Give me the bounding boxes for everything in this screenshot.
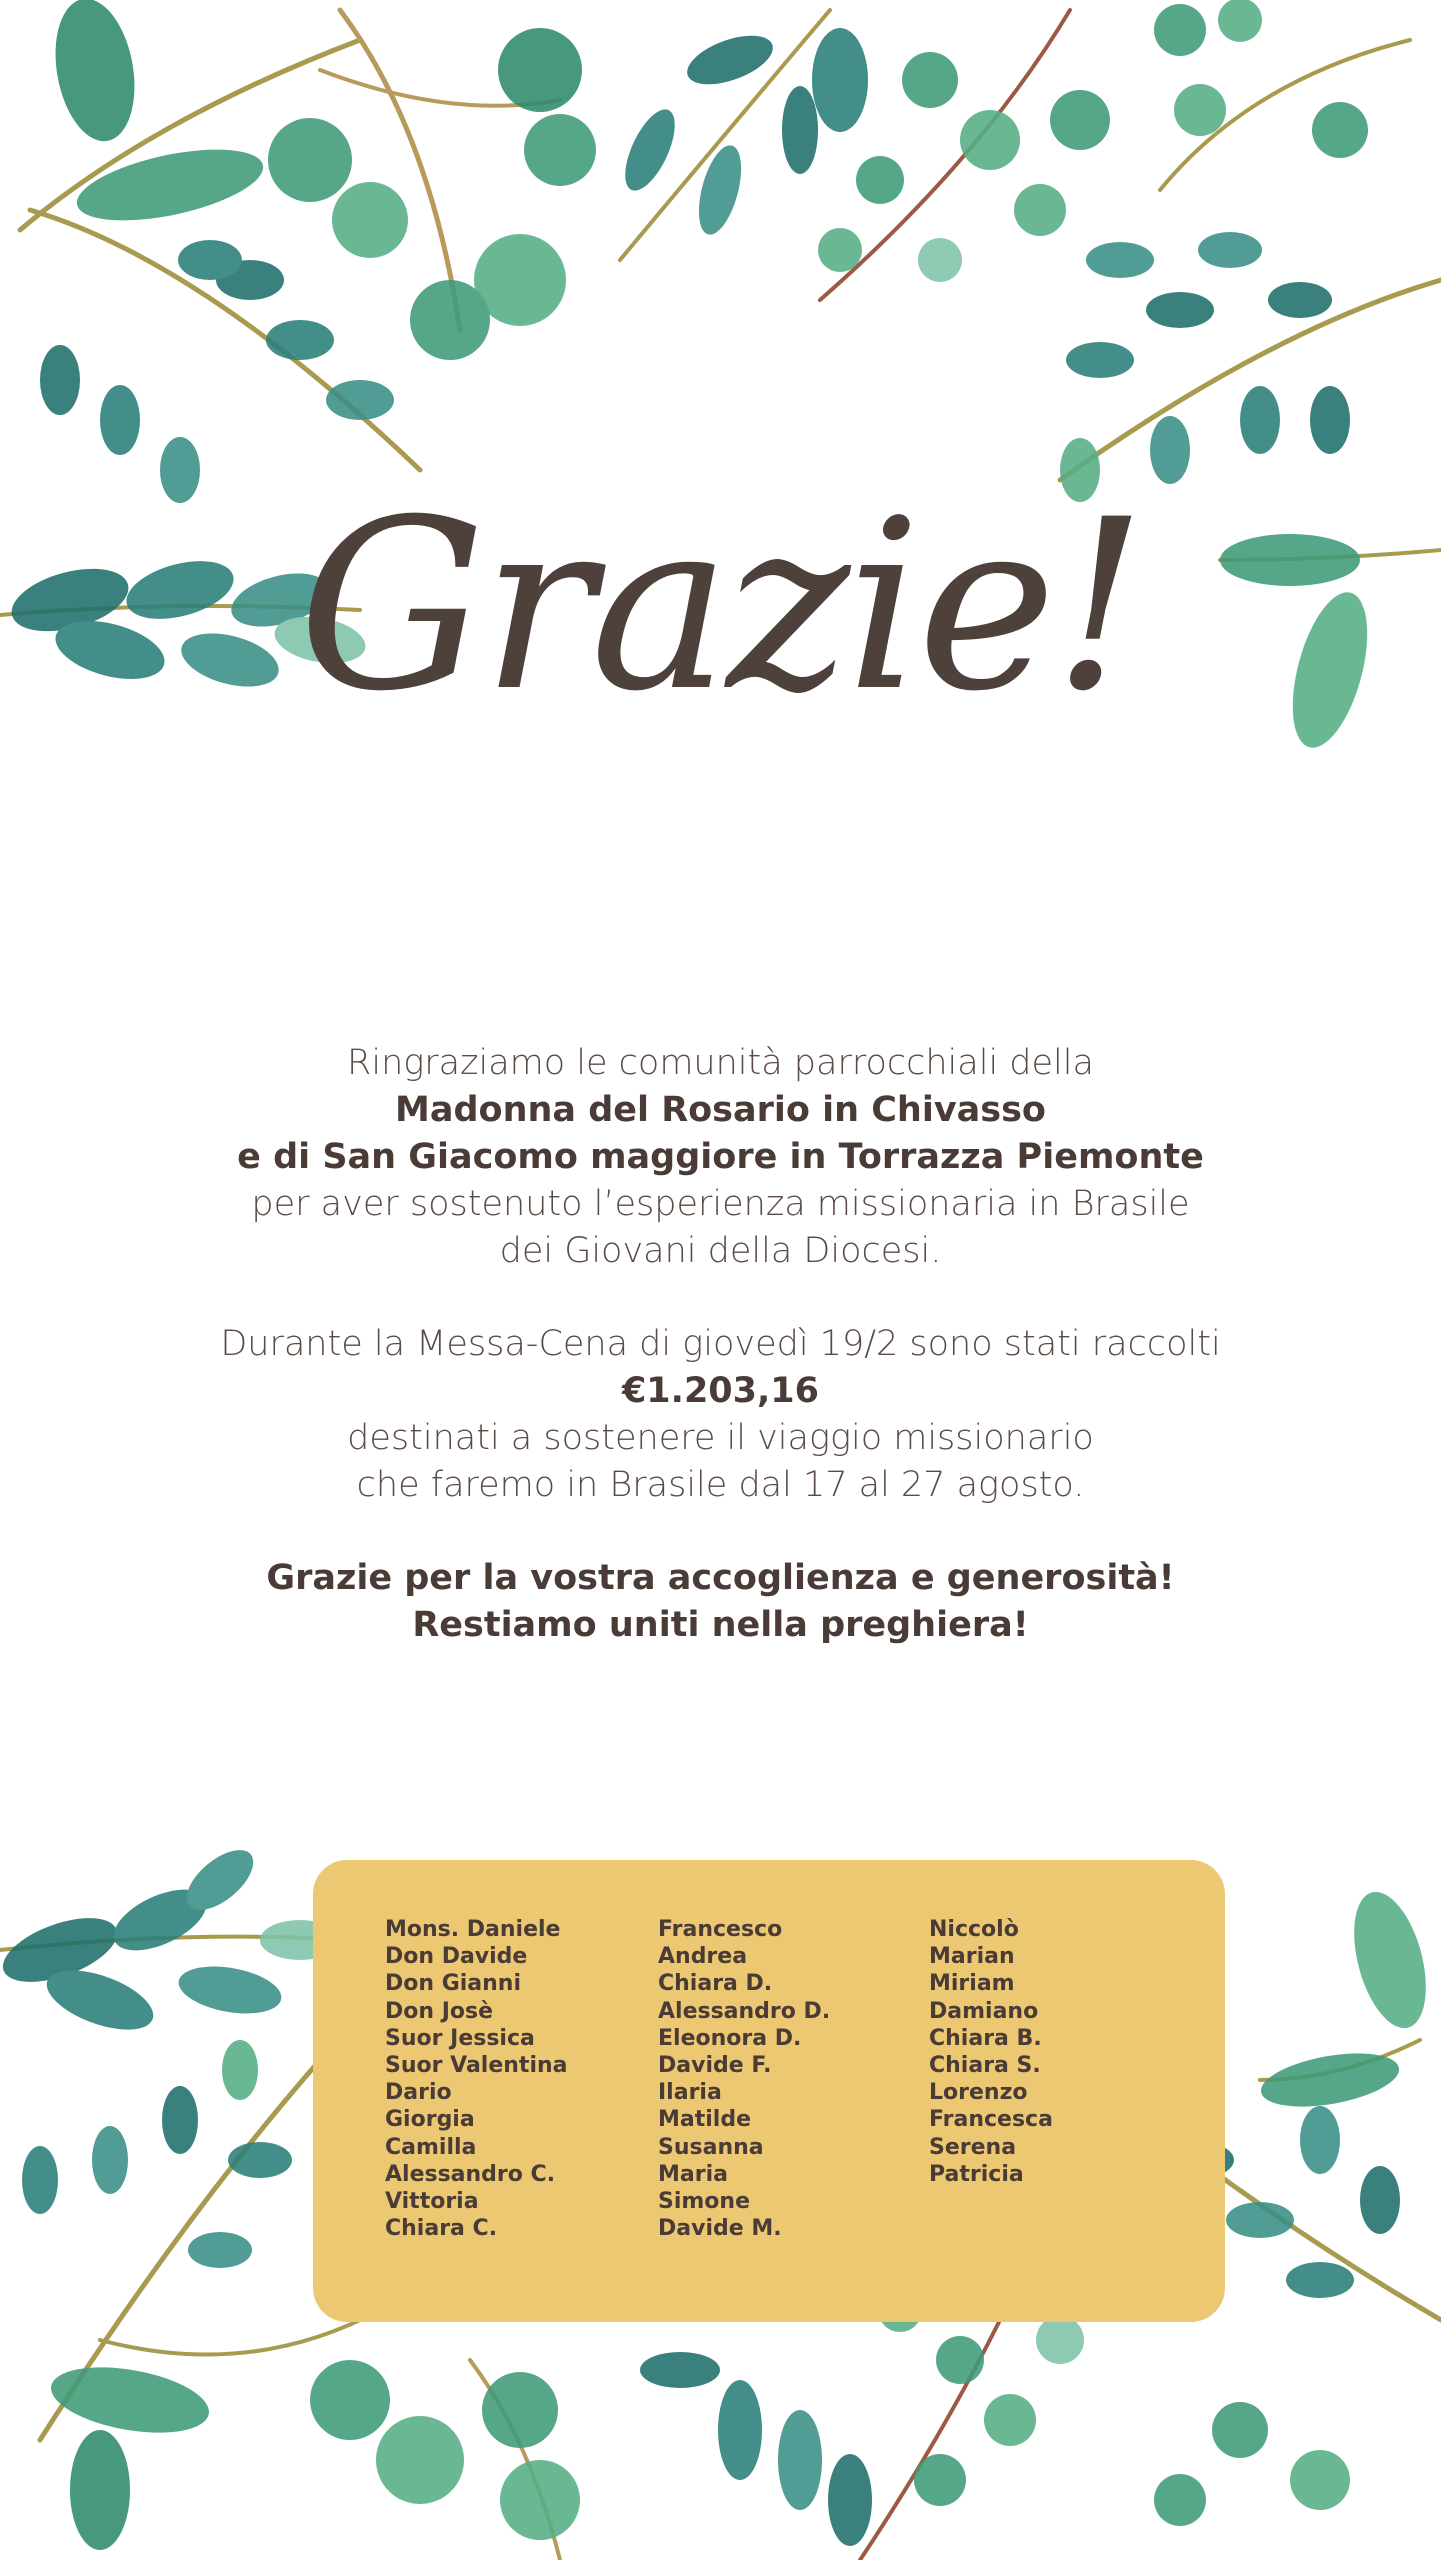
message-line: per aver sostenuto l’esperienza missionaria in Brasile [251, 1184, 1190, 1224]
name-item: Susanna [658, 2134, 764, 2160]
names-column-2 [658, 1916, 830, 2242]
name-item: Ilaria [658, 2080, 722, 2106]
name-item: Chiara C. [385, 2216, 498, 2242]
names-card [313, 1860, 1225, 2322]
message-line: Madonna del Rosario in Chivasso [395, 1090, 1046, 1130]
name-item: Giorgia [385, 2107, 475, 2133]
name-item: Miriam [929, 1971, 1015, 1997]
name-item: Don Davide [385, 1944, 528, 1970]
name-item: Suor Valentina [385, 2053, 568, 2079]
name-item: Lorenzo [929, 2080, 1028, 2106]
message-line: dei Giovani della Diocesi. [499, 1231, 942, 1271]
thank-you-message [110, 1040, 1331, 1649]
name-item: Suor Jessica [385, 2025, 535, 2051]
name-item: Mons. Daniele [385, 1917, 561, 1942]
name-item: Marian [929, 1944, 1015, 1970]
name-item: Maria [658, 2161, 728, 2187]
name-item: Alessandro C. [385, 2161, 556, 2187]
name-item: Camilla [385, 2134, 477, 2160]
message-line: che faremo in Brasile dal 17 al 27 agosto. [356, 1465, 1085, 1505]
message-line: e di San Giacomo maggiore in Torrazza Piemonte [237, 1137, 1204, 1177]
message-line: Ringraziamo le comunità parrocchiali della [347, 1043, 1094, 1083]
names-column-3 [929, 1916, 1053, 2188]
name-item: Chiara S. [929, 2053, 1041, 2079]
name-item: Davide F. [658, 2053, 772, 2079]
name-item: Vittoria [385, 2189, 479, 2215]
name-item: Don Josè [385, 1998, 494, 2024]
name-item: Matilde [658, 2107, 752, 2133]
name-item: Patricia [929, 2161, 1024, 2187]
name-item: Chiara B. [929, 2025, 1042, 2051]
name-item: Davide M. [658, 2216, 782, 2242]
message-line: Grazie per la vostra accoglienza e generosità! [266, 1558, 1175, 1598]
name-item: Dario [385, 2080, 452, 2106]
name-item: Serena [929, 2134, 1017, 2160]
name-item: Chiara D. [658, 1971, 773, 1997]
name-item: Eleonora D. [658, 2025, 802, 2051]
name-item: Francesco [658, 1917, 783, 1942]
name-item: Andrea [658, 1944, 748, 1970]
name-item: Don Gianni [385, 1971, 522, 1997]
name-item: Alessandro D. [658, 1998, 831, 2024]
message-line: destinati a sostenere il viaggio missionario [347, 1418, 1094, 1458]
name-item: Simone [658, 2189, 751, 2215]
name-item: Niccolò [929, 1917, 1019, 1942]
names-column-1 [385, 1916, 568, 2242]
message-line: Restiamo uniti nella preghiera! [412, 1605, 1029, 1645]
name-item: Francesca [929, 2107, 1053, 2133]
message-line: Durante la Messa-Cena di giovedì 19/2 sono stati raccolti [220, 1324, 1221, 1364]
donation-amount: €1.203,16 [621, 1371, 820, 1411]
page-title: Grazie! [298, 470, 1143, 743]
name-item: Damiano [929, 1998, 1039, 2024]
